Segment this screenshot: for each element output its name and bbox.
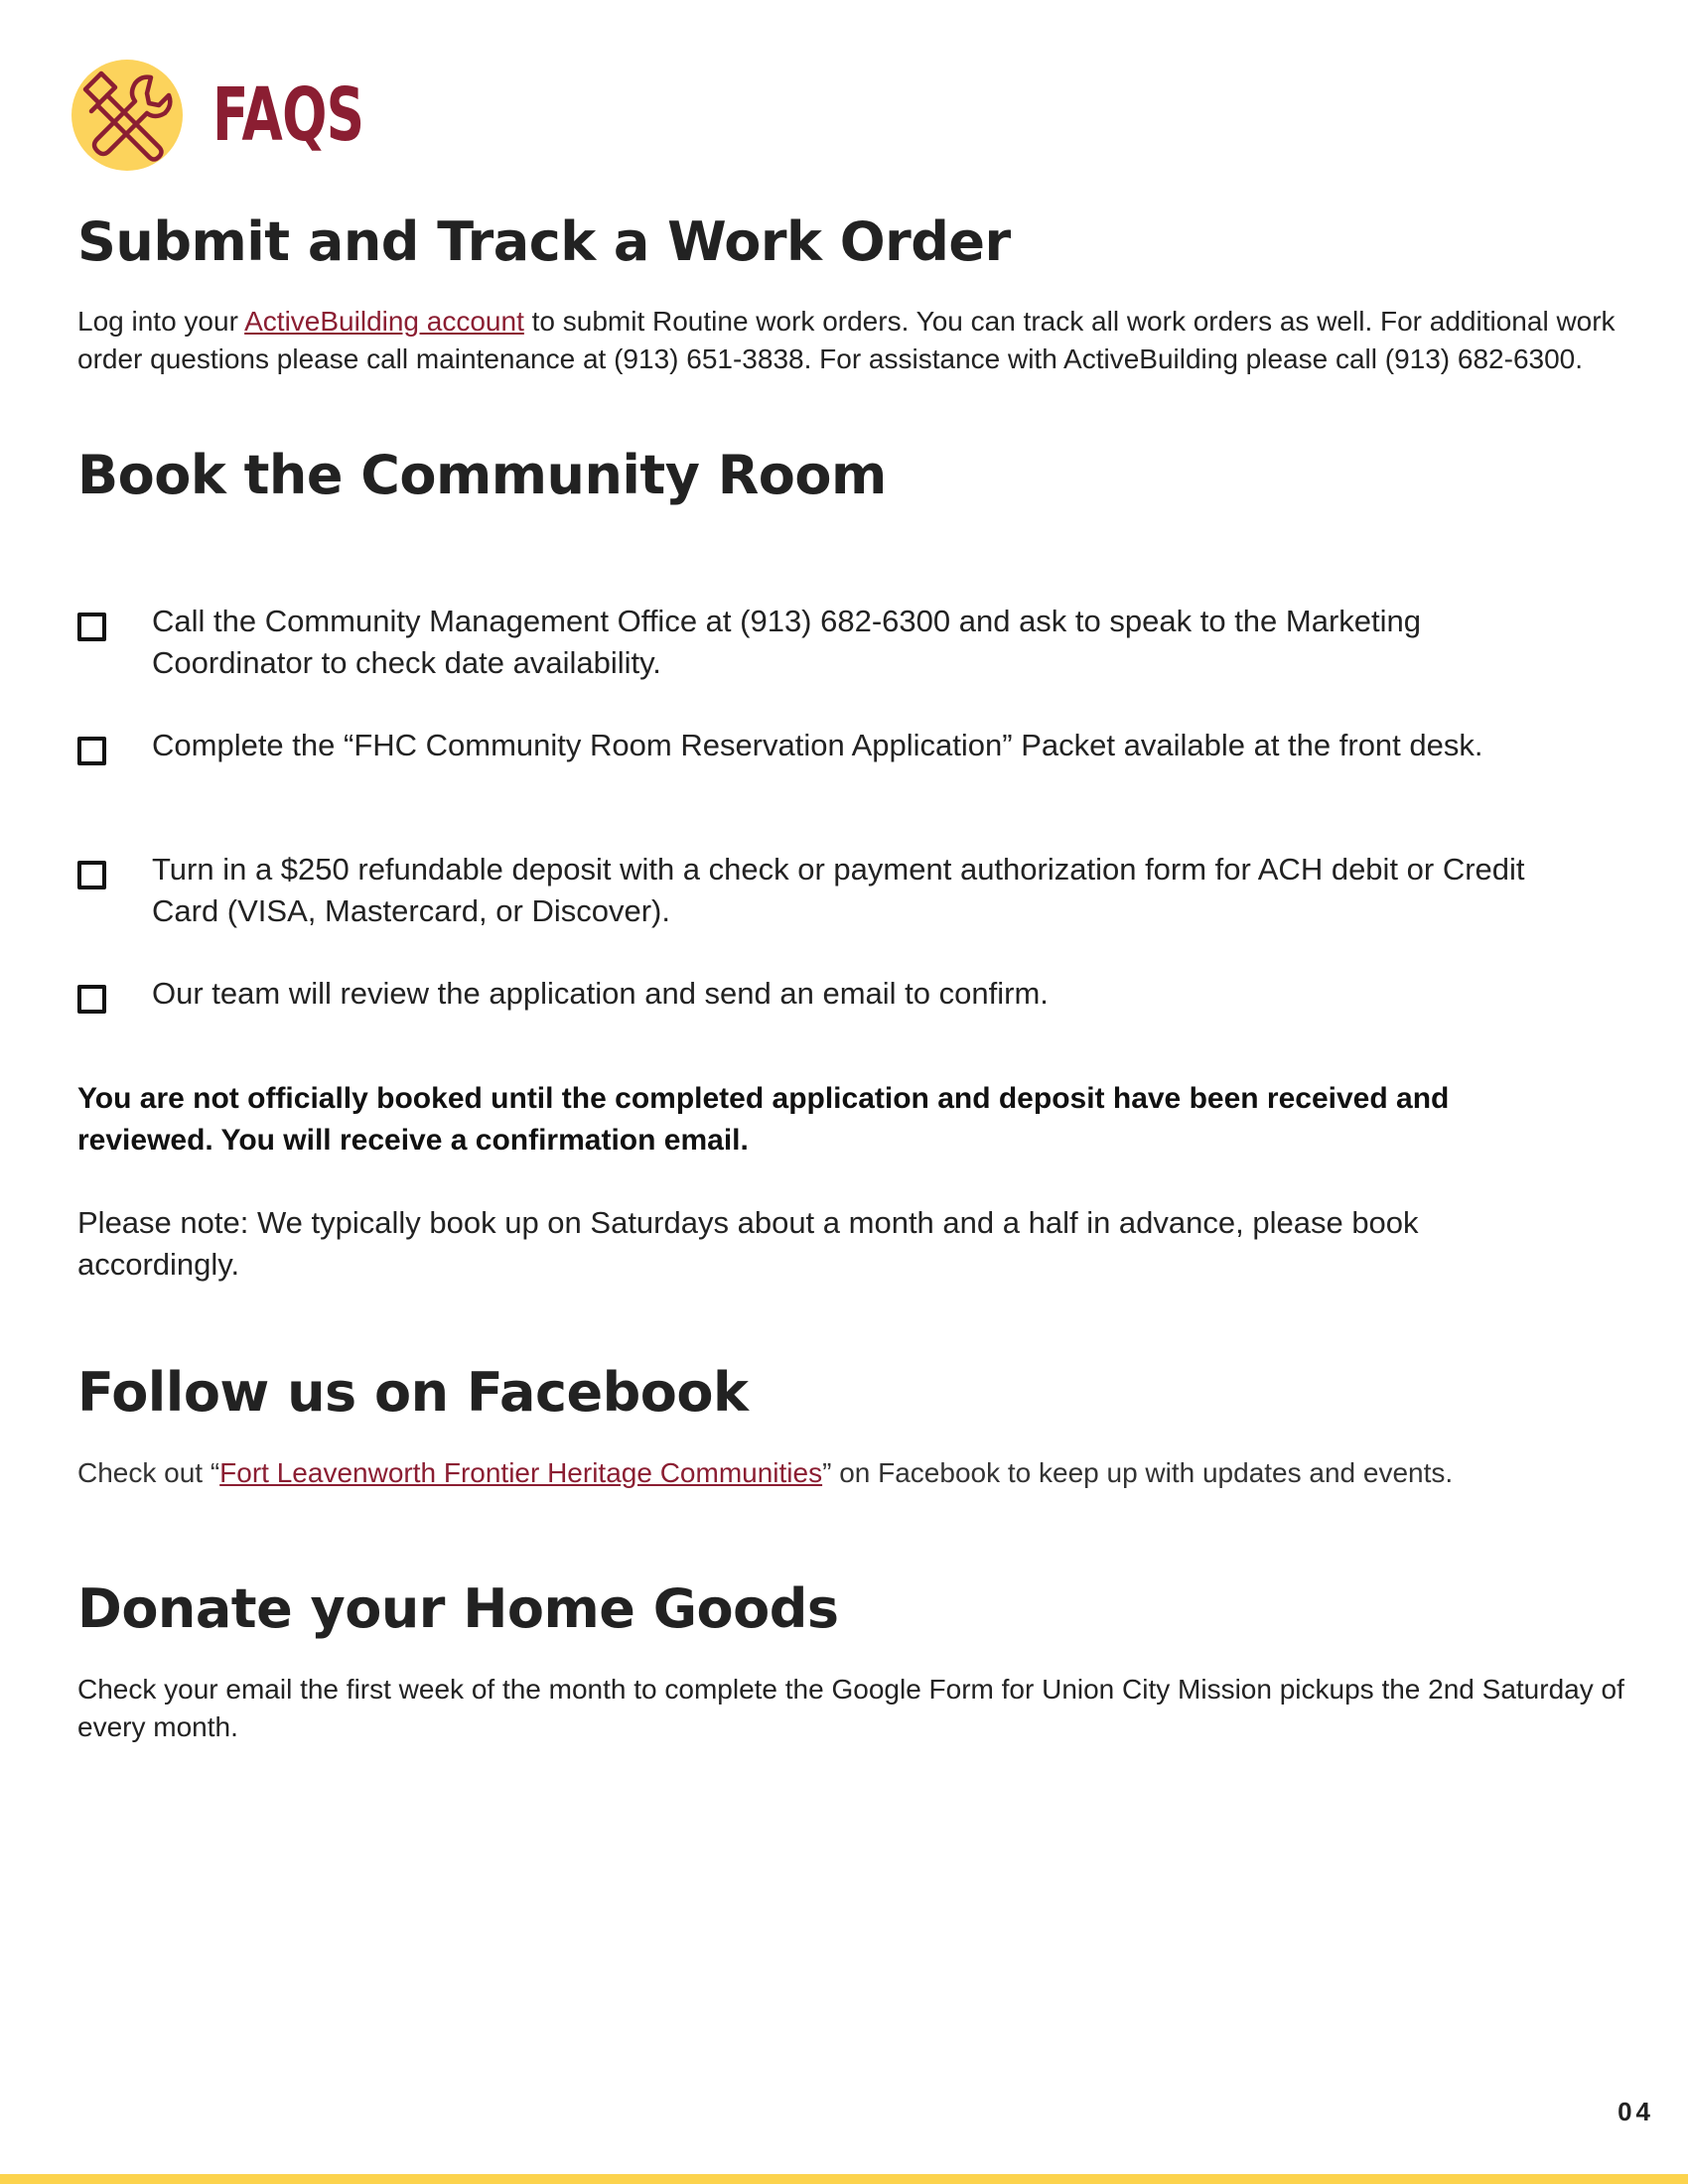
checkbox[interactable] xyxy=(77,985,106,1014)
facebook-paragraph xyxy=(77,1454,1567,1492)
activebuilding-link[interactable]: ActiveBuilding account xyxy=(244,306,524,337)
facebook-text-start: Check out “ xyxy=(77,1457,220,1488)
checklist-item-text: Complete the “FHC Community Room Reservation Application” Packet available at the front desk. xyxy=(152,728,1483,762)
work-order-heading: Submit and Track a Work Order xyxy=(77,210,1011,273)
checklist-item xyxy=(77,973,1587,1015)
hammer-wrench-icon xyxy=(71,60,183,171)
booking-note: Please note: We typically book up on Saturdays about a month and a half in advance, please book accordingly. xyxy=(77,1205,1419,1282)
work-order-paragraph xyxy=(77,303,1626,378)
facebook-page-link[interactable]: Fort Leavenworth Frontier Heritage Communities xyxy=(219,1457,823,1488)
work-order-text-start: Log into your xyxy=(77,306,245,337)
donate-heading: Donate your Home Goods xyxy=(77,1577,839,1640)
checklist-item xyxy=(77,849,1587,932)
page-title: FAQS xyxy=(212,72,364,158)
work-order-text-end: to submit Routine work orders. You can track all work orders as well. For additional work order questions please call maintenance at (913) 651-3838. For assistance with ActiveBuilding please call (913) 682-6300. xyxy=(77,306,1616,374)
community-room-heading: Book the Community Room xyxy=(77,444,887,506)
checkbox[interactable] xyxy=(77,861,106,889)
checkbox[interactable] xyxy=(77,737,106,765)
checklist-item-text: Turn in a $250 refundable deposit with a check or payment authorization form for ACH debit or Credit Card (VISA, Mastercard, or Discover). xyxy=(152,852,1525,928)
facebook-heading: Follow us on Facebook xyxy=(77,1361,749,1424)
checklist-item xyxy=(77,725,1587,766)
facebook-text-end: ” on Facebook to keep up with updates and events. xyxy=(822,1457,1454,1488)
page-header xyxy=(71,58,423,173)
booking-warning: You are not officially booked until the completed application and deposit have been received and reviewed. You will receive a confirmation email. xyxy=(77,1082,1450,1157)
checkbox[interactable] xyxy=(77,613,106,641)
footer-bar xyxy=(0,2174,1688,2184)
checklist-item-text: Our team will review the application and send an email to confirm. xyxy=(152,976,1049,1011)
page-number: 04 xyxy=(1618,2097,1654,2126)
checklist-item xyxy=(77,601,1587,684)
donate-paragraph: Check your email the first week of the month to complete the Google Form for Union City Mission pickups the 2nd Saturday of every month. xyxy=(77,1674,1624,1742)
checklist-item-text: Call the Community Management Office at (913) 682-6300 and ask to speak to the Marketing Coordinator to check date availability. xyxy=(152,604,1422,680)
